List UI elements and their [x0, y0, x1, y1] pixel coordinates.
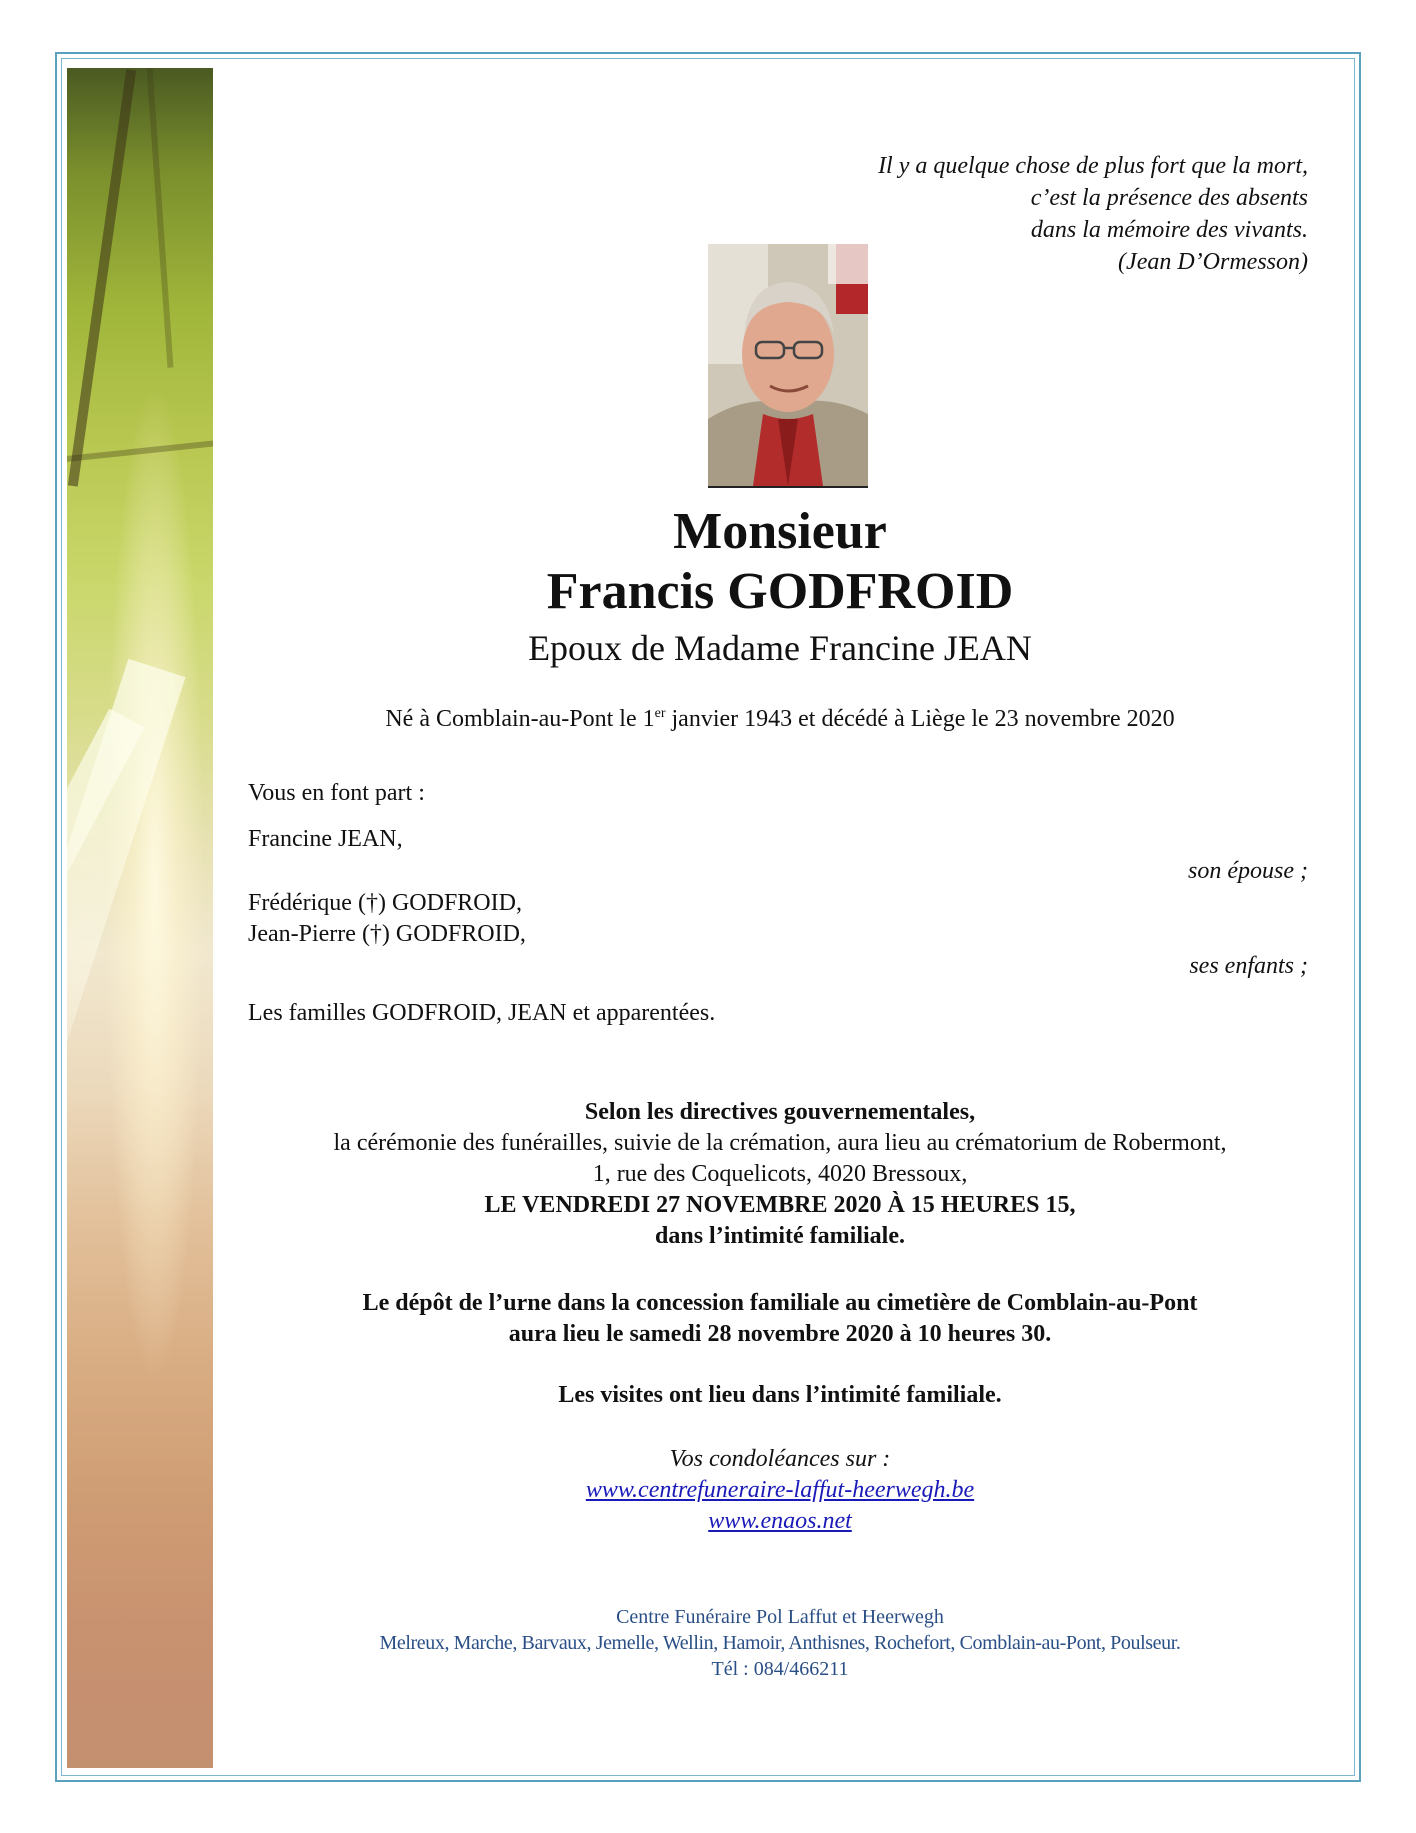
urn-line: Le dépôt de l’urne dans la concession familiale au cimetière de Comblain-au-Pont: [362, 1290, 1198, 1316]
birth-death-line: [230, 698, 1330, 735]
visits-line: Les visites ont lieu dans l’intimité familiale.: [558, 1382, 1002, 1408]
children-role: ses enfants ;: [1189, 953, 1308, 979]
urn-line: aura lieu le samedi 28 novembre 2020 à 10 heures 30.: [508, 1321, 1052, 1347]
deceased-title: Monsieur: [673, 503, 887, 560]
condolences-link-enaos[interactable]: www.enaos.net: [708, 1508, 852, 1534]
footer-company-name: Centre Funéraire Pol Laffut et Heerwegh: [616, 1606, 944, 1628]
portrait-photo: [708, 244, 868, 488]
birth-suffix: janvier 1943 et décédé à Liège le 23 novembre 2020: [665, 706, 1175, 732]
forest-path-side-image: [67, 68, 213, 1768]
deceased-name: Francis GODFROID: [546, 563, 1014, 620]
footer-locations: Melreux, Marche, Barvaux, Jemelle, Wellin, Hamoir, Anthisnes, Rochefort, Comblain-au-Pont, Poulseur.: [379, 1632, 1181, 1654]
child-name: Jean-Pierre (†) GODFROID,: [248, 921, 526, 947]
footer-block: [230, 1604, 1330, 1682]
quote-line: c’est la présence des absents: [1030, 185, 1308, 211]
portrait-photo-icon: [708, 244, 868, 486]
child-name: Frédérique (†) GODFROID,: [248, 890, 522, 916]
spouse-line: Epoux de Madame Francine JEAN: [528, 628, 1032, 668]
ceremony-line: la cérémonie des funérailles, suivie de la crémation, aura lieu au crématorium de Robermont,: [333, 1130, 1227, 1156]
quote-line: Il y a quelque chose de plus fort que la mort,: [878, 153, 1308, 179]
spouse-name: Francine JEAN,: [248, 826, 403, 852]
condolences-block: [230, 1444, 1330, 1537]
ceremony-line: dans l’intimité familiale.: [655, 1223, 905, 1249]
footer-phone: Tél : 084/466211: [711, 1658, 849, 1680]
ceremony-block: [230, 1097, 1330, 1252]
announcement-intro: Vous en font part :: [248, 780, 425, 806]
ceremony-line: Selon les directives gouvernementales,: [584, 1099, 976, 1125]
birth-superscript: er: [654, 706, 666, 721]
condolences-link-laffut[interactable]: www.centrefuneraire-laffut-heerwegh.be: [585, 1477, 975, 1503]
urn-block: [230, 1288, 1330, 1350]
ceremony-date: LE VENDREDI 27 NOVEMBRE 2020 À 15 HEURES 15,: [484, 1192, 1076, 1218]
families-line: Les familles GODFROID, JEAN et apparentées.: [248, 1000, 716, 1026]
spouse-role: son épouse ;: [1188, 858, 1308, 884]
ceremony-line: 1, rue des Coquelicots, 4020 Bressoux,: [592, 1161, 968, 1187]
quote-author: (Jean D’Ormesson): [1118, 249, 1308, 275]
quote-line: dans la mémoire des vivants.: [1030, 217, 1308, 243]
birth-prefix: Né à Comblain-au-Pont le 1: [385, 706, 655, 732]
condolences-label: Vos condoléances sur :: [669, 1446, 891, 1472]
